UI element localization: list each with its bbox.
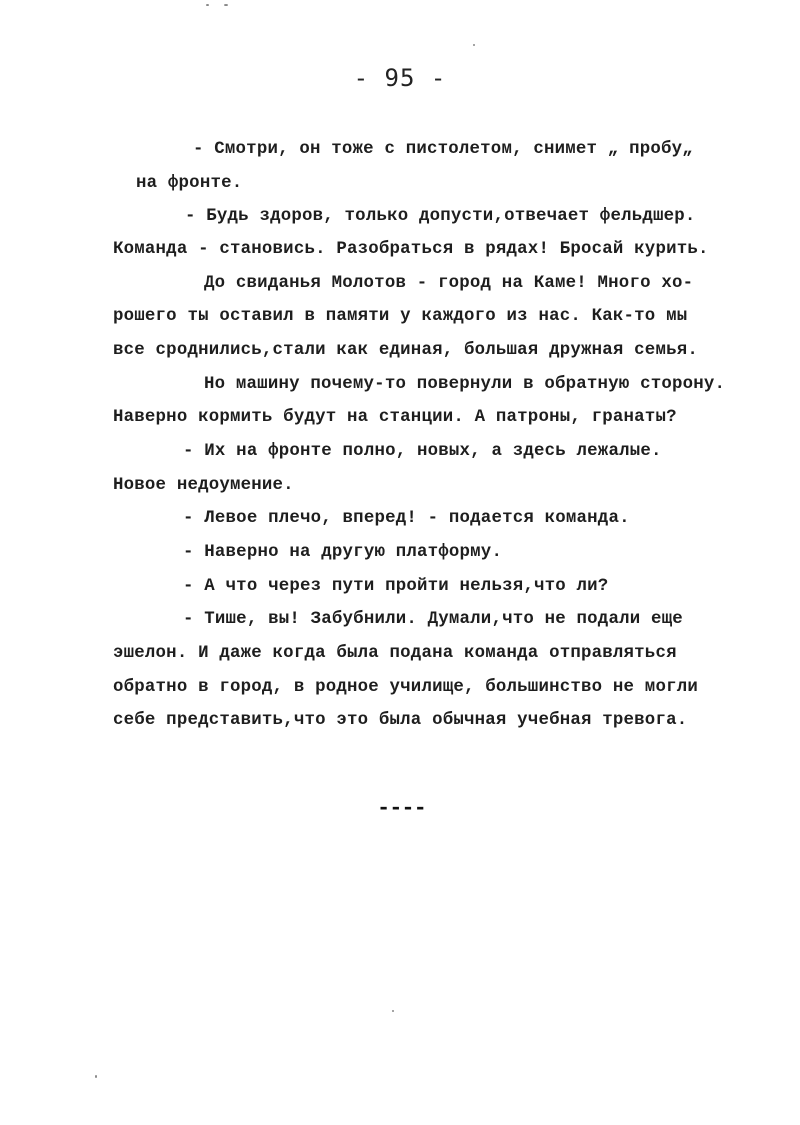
- text-line: - А что через пути пройти нельзя,что ли?: [183, 577, 609, 596]
- text-line: эшелон. И даже когда была подана команда отправляться: [113, 644, 677, 663]
- text-line: обратно в город, в родное училище, большинство не могли: [113, 678, 698, 697]
- scan-speck: [206, 4, 209, 6]
- text-line: - Наверно на другую платформу.: [183, 543, 503, 562]
- page-number: - 95 -: [353, 64, 447, 92]
- text-line: - Тише, вы! Забубнили. Думали,что не подали еще: [183, 610, 683, 629]
- text-line: - Будь здоров, только допусти,отвечает фельдшер.: [185, 207, 696, 226]
- text-line: - Смотри, он тоже с пистолетом, снимет „ пробу„: [193, 140, 693, 159]
- text-line: рошего ты оставил в памяти у каждого из нас. Как-то мы: [113, 307, 688, 326]
- text-line: Команда - становись. Разобраться в рядах! Бросай курить.: [113, 240, 709, 259]
- text-line: все сроднились,стали как единая, большая дружная семья.: [113, 341, 698, 360]
- text-line: - Левое плечо, вперед! - подается команда.: [183, 509, 630, 528]
- text-line: Но машину почему-то повернули в обратную сторону.: [204, 375, 726, 394]
- text-line: Новое недоумение.: [113, 476, 294, 495]
- scan-speck: [95, 1075, 97, 1078]
- scan-speck: [473, 44, 475, 46]
- text-line: - Их на фронте полно, новых, а здесь лежалые.: [183, 442, 662, 461]
- text-line: себе представить,что это была обычная учебная тревога.: [113, 711, 688, 730]
- section-separator: ----: [377, 796, 426, 821]
- text-line: Наверно кормить будут на станции. А патроны, гранаты?: [113, 408, 677, 427]
- text-line: До свиданья Молотов - город на Каме! Много хо-: [204, 274, 694, 293]
- scan-speck: [224, 4, 228, 6]
- text-line: на фронте.: [136, 174, 243, 193]
- scan-speck: [392, 1010, 394, 1012]
